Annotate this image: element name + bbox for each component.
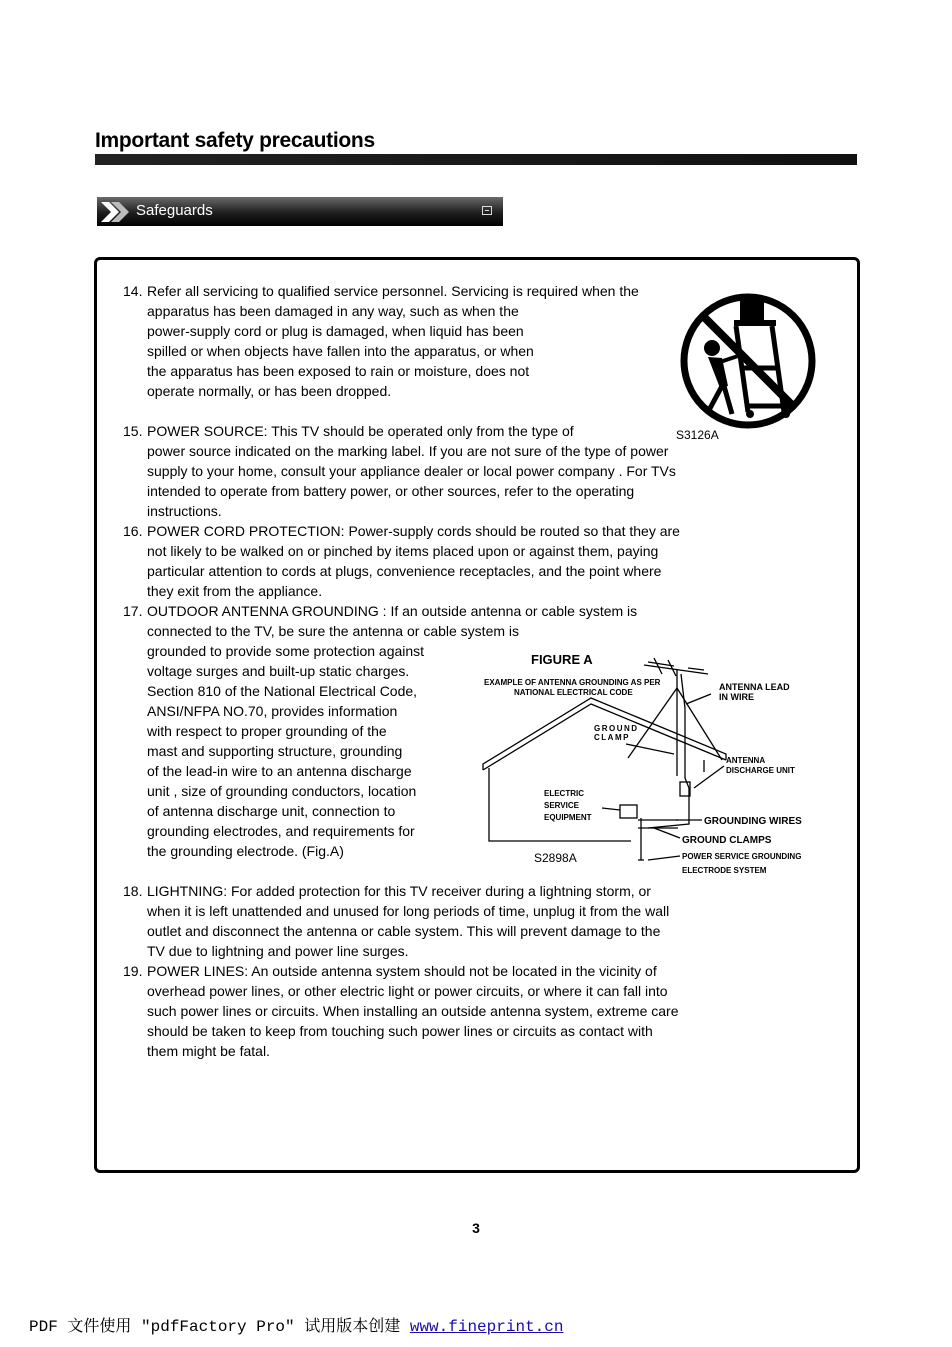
- footer-text: PDF 文件使用 "pdfFactory Pro" 试用版本创建: [29, 1318, 410, 1336]
- figure-caption: NATIONAL ELECTRICAL CODE: [514, 688, 633, 697]
- item-line: ANSI/NFPA NO.70, provides information: [147, 703, 398, 719]
- item-line: Refer all servicing to qualified service personnel. Servicing is required when the: [147, 283, 639, 299]
- label-discharge-unit: ANTENNA: [726, 756, 766, 765]
- footer-watermark: [29, 1313, 563, 1336]
- label-grounding-wires: GROUNDING WIRES: [704, 816, 802, 827]
- item-line: grounding electrodes, and requirements for: [147, 823, 415, 839]
- item-line: apparatus has been damaged in any way, such as when the: [147, 303, 519, 319]
- item-line: particular attention to cords at plugs, convenience receptacles, and the point where: [147, 563, 662, 579]
- item-line: Section 810 of the National Electrical Code,: [147, 683, 418, 699]
- item-line: them might be fatal.: [147, 1043, 270, 1059]
- item-line: of the lead-in wire to an antenna discharge: [147, 763, 412, 779]
- label-service-equipment: EQUIPMENT: [544, 813, 592, 822]
- footer-link[interactable]: www.fineprint.cn: [409, 1318, 564, 1336]
- label-service-equipment: ELECTRIC: [544, 789, 584, 798]
- item-line: connected to the TV, be sure the antenna or cable system is: [147, 623, 520, 639]
- item-line: of antenna discharge unit, connection to: [147, 803, 396, 819]
- label-ground-clamp: CLAMP: [594, 733, 630, 742]
- item-line: outlet and disconnect the antenna or cable system. This will prevent damage to the: [147, 923, 661, 939]
- collapse-icon[interactable]: [482, 206, 492, 215]
- item-line: instructions.: [147, 503, 222, 519]
- item-number: 14.: [123, 283, 143, 299]
- item-line: LIGHTNING: For added protection for this TV receiver during a lightning storm, or: [147, 883, 651, 899]
- item-line: operate normally, or has been dropped.: [147, 383, 392, 399]
- title-rule: [95, 154, 857, 165]
- item-line: supply to your home, consult your appliance dealer or local power company . For TVs: [147, 463, 676, 479]
- label-power-grounding: ELECTRODE SYSTEM: [682, 866, 767, 875]
- section-header-safeguards[interactable]: [97, 197, 503, 226]
- figure-title: FIGURE A: [531, 652, 593, 667]
- item-line: grounded to provide some protection against: [147, 643, 425, 659]
- item-line: intended to operate from battery power, or other sources, refer to the operating: [147, 483, 635, 499]
- label-service-equipment: SERVICE: [544, 801, 579, 810]
- item-number: 18.: [123, 883, 143, 899]
- item-line: overhead power lines, or other electric light or power circuits, or where it can fall into: [147, 983, 668, 999]
- item-line: OUTDOOR ANTENNA GROUNDING : If an outside antenna or cable system is: [147, 603, 638, 619]
- page-number: 3: [472, 1220, 480, 1236]
- label-ground-clamps: GROUND CLAMPS: [682, 835, 772, 846]
- item-number: 17.: [123, 603, 143, 619]
- item-line: such power lines or circuits. When installing an outside antenna system, extreme care: [147, 1003, 679, 1019]
- item-line: power source indicated on the marking label. If you are not sure of the type of power: [147, 443, 669, 459]
- item-line: POWER LINES: An outside antenna system should not be located in the vicinity of: [147, 963, 657, 979]
- figure-caption: EXAMPLE OF ANTENNA GROUNDING AS PER: [484, 678, 661, 687]
- label-antenna-lead: ANTENNA LEAD: [719, 682, 790, 692]
- item-line: spilled or when objects have fallen into the apparatus, or when: [147, 343, 534, 359]
- item-line: TV due to lightning and power line surges.: [147, 943, 409, 959]
- label-antenna-lead: IN WIRE: [719, 692, 754, 702]
- section-label: Safeguards: [136, 202, 213, 219]
- item-line: unit , size of grounding conductors, location: [147, 783, 417, 799]
- item-line: should be taken to keep from touching such power lines or circuits as contact with: [147, 1023, 653, 1039]
- item-line: when it is left unattended and unused for long periods of time, unplug it from the wall: [147, 903, 670, 919]
- item-line: not likely to be walked on or pinched by items placed upon or against them, paying: [147, 543, 659, 559]
- cart-tipover-warning-icon: [672, 290, 822, 445]
- item-line: mast and supporting structure, grounding: [147, 743, 403, 759]
- cart-figure-code: S3126A: [676, 428, 719, 442]
- item-number: 19.: [123, 963, 143, 979]
- item-line: the apparatus has been exposed to rain or moisture, does not: [147, 363, 530, 379]
- item-line: POWER CORD PROTECTION: Power-supply cords should be routed so that they are: [147, 523, 680, 539]
- label-power-grounding: POWER SERVICE GROUNDING: [682, 852, 802, 861]
- label-ground-clamp: GROUND: [594, 724, 639, 733]
- item-line: the grounding electrode. (Fig.A): [147, 843, 344, 859]
- page-title: Important safety precautions: [95, 129, 375, 152]
- item-line: with respect to proper grounding of the: [147, 723, 387, 739]
- item-line: voltage surges and built-up static charges.: [147, 663, 410, 679]
- item-line: they exit from the appliance.: [147, 583, 323, 599]
- label-discharge-unit: DISCHARGE UNIT: [726, 766, 795, 775]
- figure-a-code: S2898A: [534, 851, 577, 865]
- item-line: power-supply cord or plug is damaged, when liquid has been: [147, 323, 524, 339]
- item-number: 15.: [123, 423, 143, 439]
- arrow-right-icon: [101, 200, 131, 224]
- figure-a-antenna-grounding-diagram: [478, 648, 823, 880]
- item-line: POWER SOURCE: This TV should be operated only from the type of: [147, 423, 574, 439]
- item-number: 16.: [123, 523, 143, 539]
